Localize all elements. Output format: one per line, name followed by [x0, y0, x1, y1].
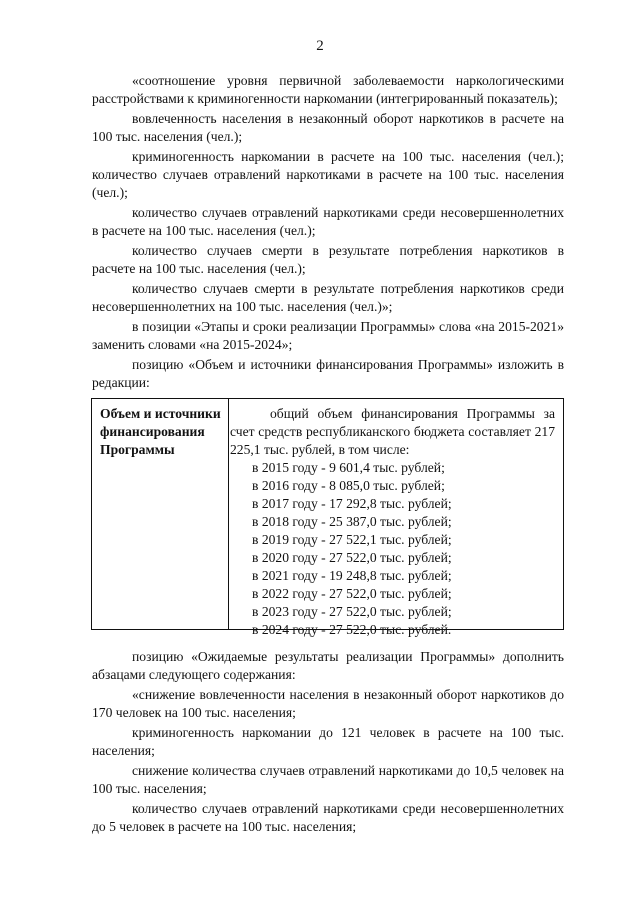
funding-year-item: в 2018 году - 25 387,0 тыс. рублей;	[252, 514, 452, 529]
funding-year-item: в 2022 году - 27 522,0 тыс. рублей;	[252, 586, 452, 601]
paragraph: «снижение вовлеченности населения в незаконный оборот наркотиков до 170 человек на 100 тыс. населения;	[92, 687, 564, 720]
funding-year-item: в 2016 году - 8 085,0 тыс. рублей;	[252, 478, 445, 493]
funding-year-item: в 2015 году - 9 601,4 тыс. рублей;	[252, 460, 445, 475]
funding-year-item: в 2021 году - 19 248,8 тыс. рублей;	[252, 568, 452, 583]
paragraph: позицию «Ожидаемые результаты реализации Программы» дополнить абзацами следующего содержания:	[92, 649, 564, 682]
table-header-cell: Объем и источники финансирования Программы	[92, 399, 229, 629]
paragraph: снижение количества случаев отравлений наркотиками до 10,5 человек на 100 тыс. населения;	[92, 763, 564, 796]
funding-year-item: в 2024 году - 27 522,0 тыс. рублей.	[252, 622, 452, 637]
page-number: 2	[316, 38, 324, 54]
table-value-cell	[230, 399, 563, 637]
paragraph: криминогенность наркомании до 121 человек в расчете на 100 тыс. населения;	[92, 725, 564, 758]
top-text-block	[92, 72, 564, 394]
bottom-text-block	[92, 648, 564, 838]
funding-table	[91, 398, 564, 637]
funding-year-item: в 2023 году - 27 522,0 тыс. рублей;	[252, 604, 452, 619]
paragraph: количество случаев смерти в результате потребления наркотиков среди несовершеннолетних на 100 тыс. населения (чел.)»;	[92, 281, 564, 314]
paragraph: «соотношение уровня первичной заболеваемости наркологическими расстройствами к криминогенности наркомании (интегрированный показатель);	[92, 73, 564, 106]
funding-by-year-list	[230, 459, 555, 639]
funding-year-item: в 2019 году - 27 522,1 тыс. рублей;	[252, 532, 452, 547]
paragraph: позицию «Объем и источники финансирования Программы» изложить в редакции:	[92, 357, 564, 390]
funding-year-item: в 2017 году - 17 292,8 тыс. рублей;	[252, 496, 452, 511]
funding-total-text: общий объем финансирования Программы за счет средств республиканского бюджета составляет 217 225,1 тыс. рублей, в том числе:	[230, 406, 555, 457]
funding-year-item: в 2020 году - 27 522,0 тыс. рублей;	[252, 550, 452, 565]
paragraph: количество случаев смерти в результате потребления наркотиков в расчете на 100 тыс. населения (чел.);	[92, 243, 564, 276]
paragraph: вовлеченность населения в незаконный оборот наркотиков в расчете на 100 тыс. населения (чел.);	[92, 111, 564, 144]
paragraph: криминогенность наркомании в расчете на 100 тыс. населения (чел.); количество случаев отравлений наркотиками в расчете на 100 тыс. населения (чел.);	[92, 149, 564, 200]
paragraph: количество случаев отравлений наркотиками среди несовершеннолетних в расчете на 100 тыс. населения (чел.);	[92, 205, 564, 238]
paragraph: количество случаев отравлений наркотиками среди несовершеннолетних до 5 человек в расчете на 100 тыс. населения;	[92, 801, 564, 834]
paragraph: в позиции «Этапы и сроки реализации Программы» слова «на 2015-2021» заменить словами «на 2015-2024»;	[92, 319, 564, 352]
